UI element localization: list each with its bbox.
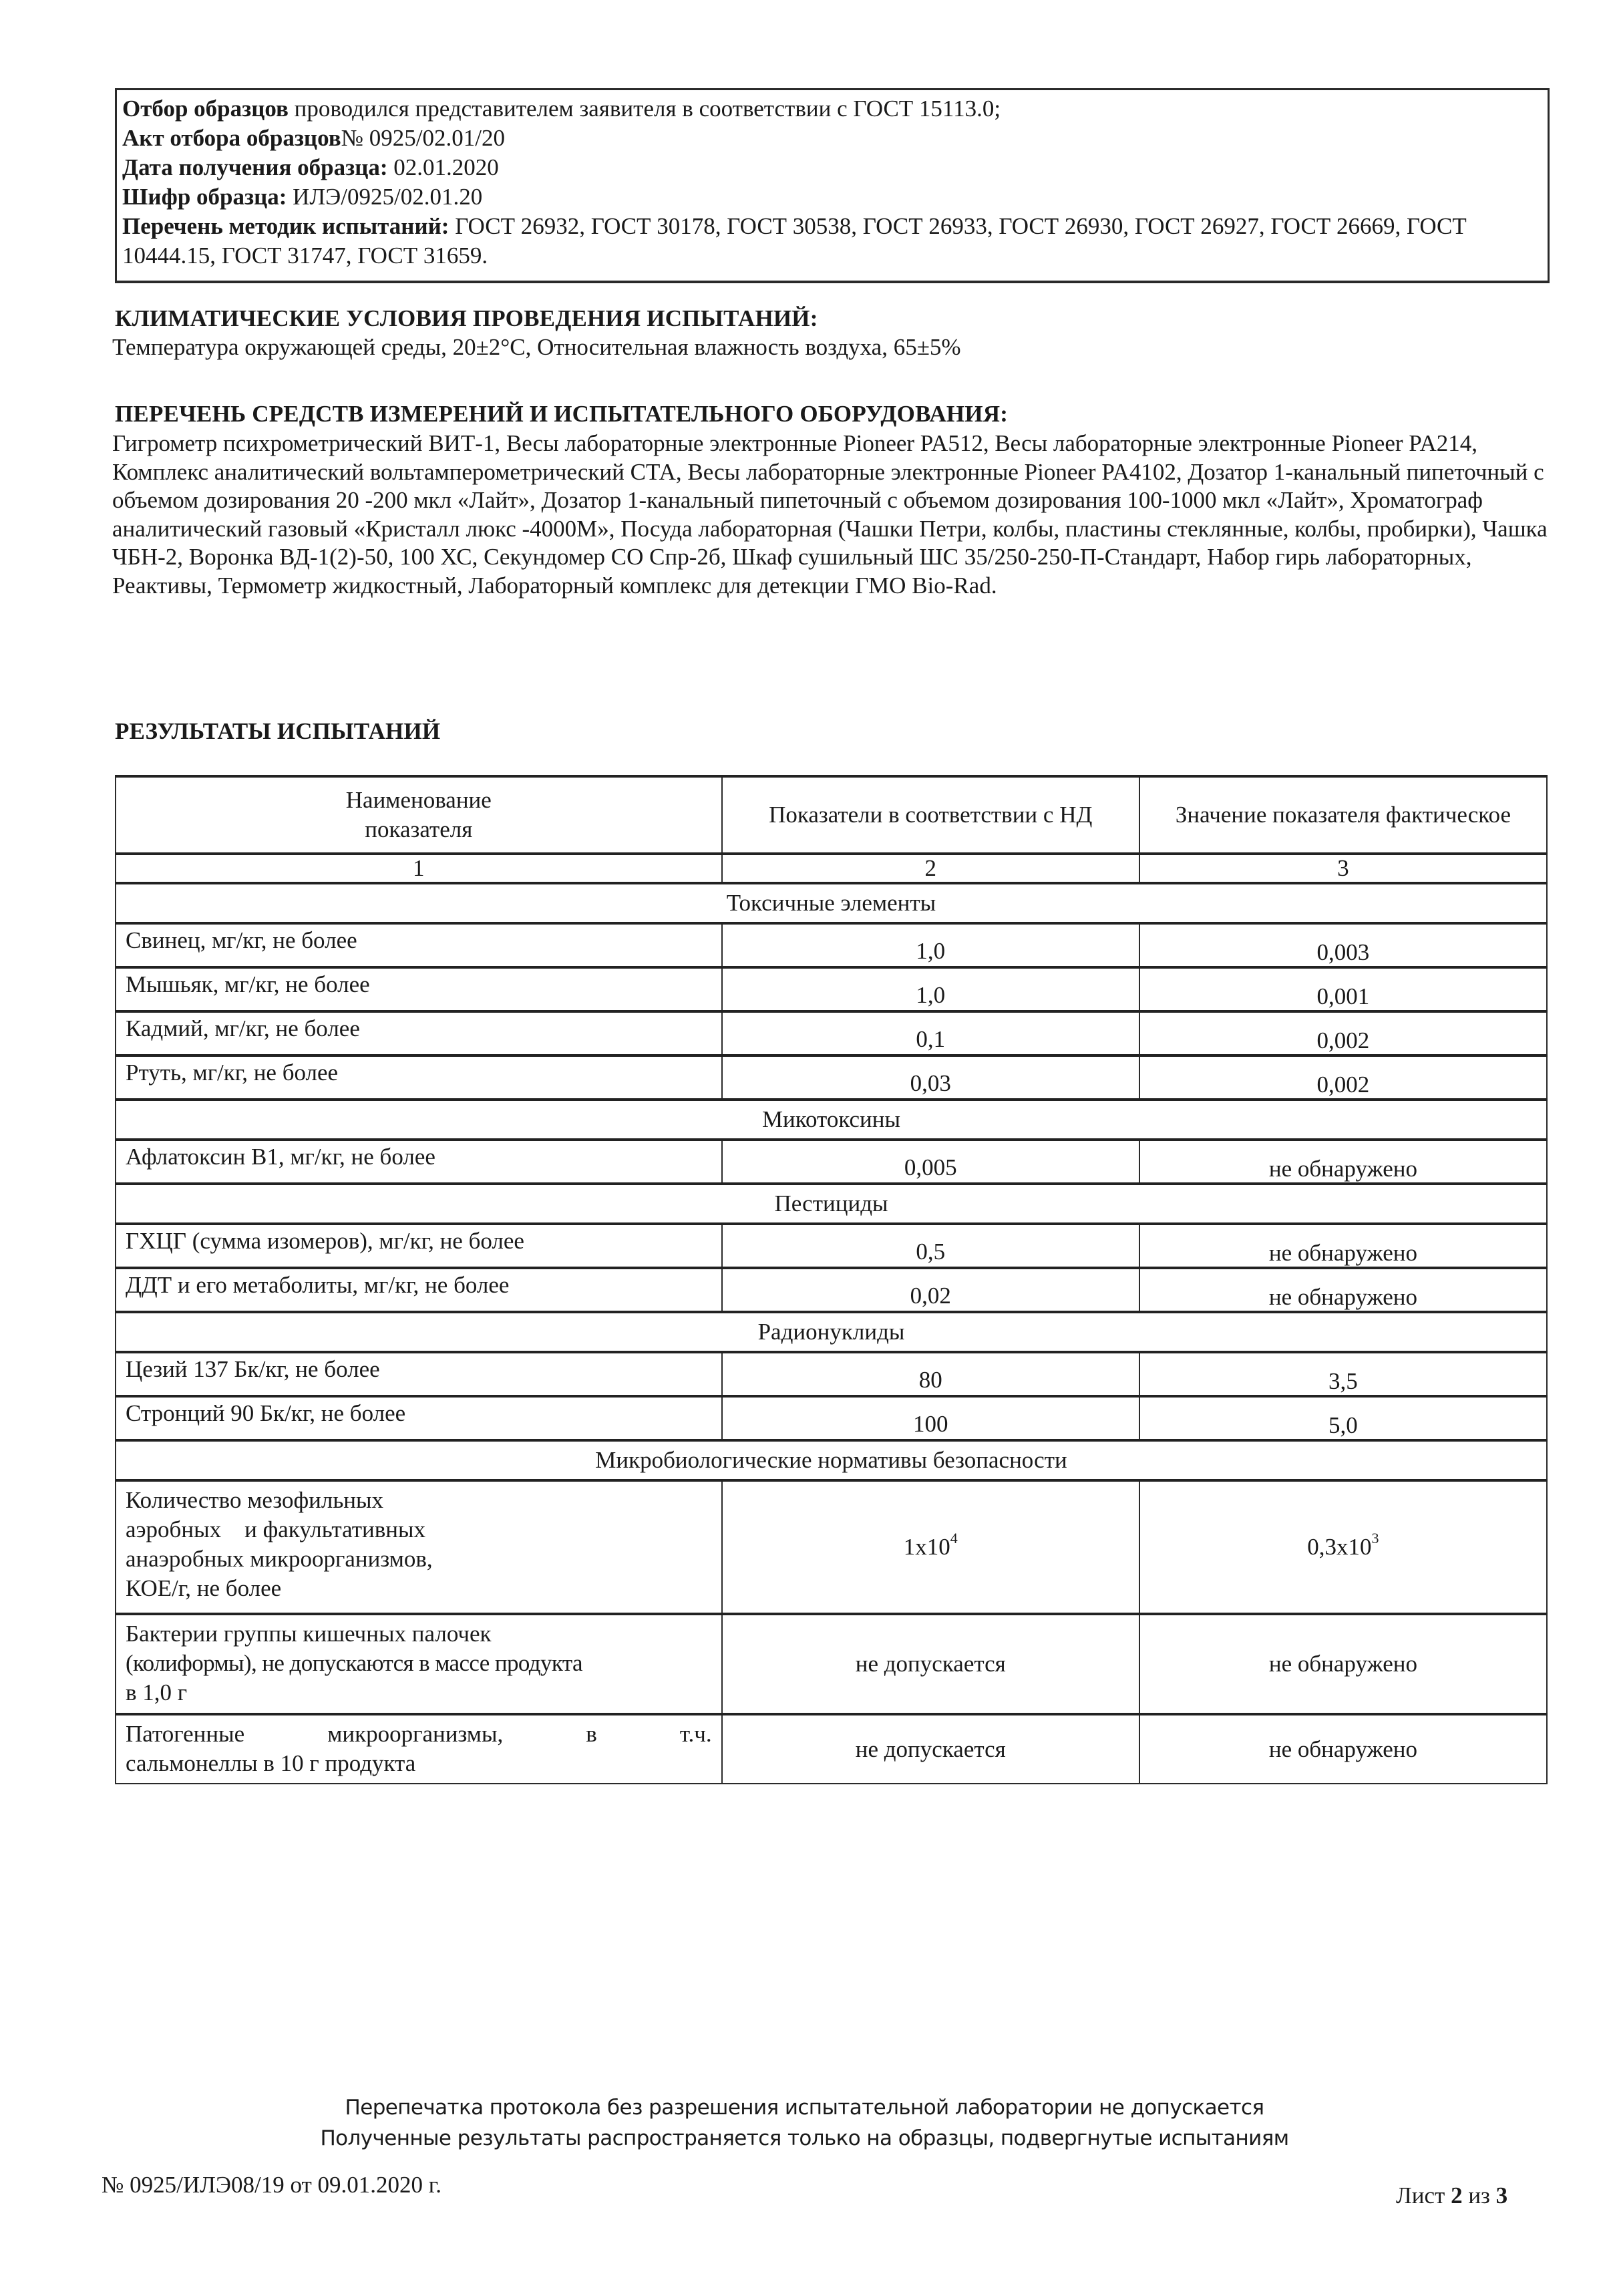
sheet-label: Лист xyxy=(1396,2182,1445,2208)
row-name: Мышьяк, мг/кг, не более xyxy=(116,967,722,1011)
table-row xyxy=(116,1224,1547,1268)
actual-base: 0,3х10 xyxy=(1307,1534,1372,1560)
table-row xyxy=(116,1011,1547,1055)
equipment-title: ПЕРЕЧЕНЬ СРЕДСТВ ИЗМЕРЕНИЙ И ИСПЫТАТЕЛЬНОГО ОБОРУДОВАНИЯ: xyxy=(115,401,1009,427)
table-row xyxy=(116,1614,1547,1714)
row-norm: не допускается xyxy=(722,1714,1139,1784)
footer-results-note: Полученные результаты распространяется только на образцы, подвергнутые испытаниям xyxy=(320,2126,1289,2150)
table-row xyxy=(116,1714,1547,1784)
table-row xyxy=(116,967,1547,1011)
row-name: ДДТ и его метаболиты, мг/кг, не более xyxy=(116,1268,722,1312)
row-name: Цезий 137 Бк/кг, не более xyxy=(116,1352,722,1396)
header-norm: Показатели в соответствии с НД xyxy=(722,776,1139,854)
row-norm: 1,0 xyxy=(722,967,1139,1011)
row-name xyxy=(116,1614,722,1714)
row-name xyxy=(116,1480,722,1614)
table-row xyxy=(116,1268,1547,1312)
row-name: Кадмий, мг/кг, не более xyxy=(116,1011,722,1055)
climate-title: КЛИМАТИЧЕСКИЕ УСЛОВИЯ ПРОВЕДЕНИЯ ИСПЫТАНИЙ: xyxy=(115,305,818,331)
row-norm: 0,5 xyxy=(722,1224,1139,1268)
row-name-line: Бактерии группы кишечных палочек xyxy=(126,1621,492,1647)
sampling-text: проводился представителем заявителя в соответствии с ГОСТ 15113.0; xyxy=(288,96,1001,122)
table-row xyxy=(116,1480,1547,1614)
group-microbiological: Микробиологические нормативы безопасности xyxy=(116,1440,1547,1480)
row-name: ГХЦГ (сумма изомеров), мг/кг, не более xyxy=(116,1224,722,1268)
row-actual: 5,0 xyxy=(1139,1396,1547,1440)
sampling-line xyxy=(122,94,1545,124)
row-name-line: Патогенные микроорганизмы, в т.ч. xyxy=(126,1721,712,1747)
group-row xyxy=(116,1440,1547,1480)
row-norm: 100 xyxy=(722,1396,1139,1440)
act-line xyxy=(122,124,1545,153)
row-name-line: аэробных и факультативных xyxy=(126,1516,426,1542)
row-norm xyxy=(722,1480,1139,1614)
header-actual: Значение показателя фактическое xyxy=(1139,776,1547,854)
row-name-line: в 1,0 г xyxy=(126,1679,188,1705)
row-name xyxy=(116,1714,722,1784)
results-table xyxy=(115,775,1548,1784)
sheet-of: из xyxy=(1468,2182,1490,2208)
code-value: ИЛЭ/0925/02.01.20 xyxy=(287,184,483,210)
date-line xyxy=(122,153,1545,182)
code-line xyxy=(122,182,1545,212)
actual-exponent: 3 xyxy=(1371,1530,1379,1546)
methods-label: Перечень методик испытаний: xyxy=(122,213,450,239)
row-actual: 3,5 xyxy=(1139,1352,1547,1396)
row-name: Свинец, мг/кг, не более xyxy=(116,923,722,967)
row-norm: 80 xyxy=(722,1352,1139,1396)
group-row xyxy=(116,1100,1547,1140)
row-actual xyxy=(1139,1480,1547,1614)
row-name: Афлатоксин В1, мг/кг, не более xyxy=(116,1140,722,1184)
group-row xyxy=(116,1312,1547,1352)
norm-exponent: 4 xyxy=(950,1530,958,1546)
table-header-row xyxy=(116,776,1547,854)
methods-line xyxy=(122,212,1545,271)
results-title: РЕЗУЛЬТАТЫ ИСПЫТАНИЙ xyxy=(115,718,441,744)
act-label: Акт отбора образцов xyxy=(122,125,341,151)
row-norm: 0,1 xyxy=(722,1011,1139,1055)
row-norm: 0,02 xyxy=(722,1268,1139,1312)
table-row xyxy=(116,1352,1547,1396)
row-actual: 0,002 xyxy=(1139,1011,1547,1055)
group-mycotoxins: Микотоксины xyxy=(116,1100,1547,1140)
sampling-label: Отбор образцов xyxy=(122,96,289,122)
group-row xyxy=(116,1184,1547,1224)
row-name-line: анаэробных микроорганизмов, xyxy=(126,1546,433,1572)
row-norm: 0,005 xyxy=(722,1140,1139,1184)
row-actual: не обнаружено xyxy=(1139,1714,1547,1784)
column-number-1: 1 xyxy=(116,854,722,883)
table-row xyxy=(116,1055,1547,1100)
act-value: № 0925/02.01/20 xyxy=(341,125,505,151)
column-number-3: 3 xyxy=(1139,854,1547,883)
row-actual: не обнаружено xyxy=(1139,1268,1547,1312)
table-row xyxy=(116,1140,1547,1184)
sheet-counter xyxy=(1396,2182,1507,2209)
table-row xyxy=(116,923,1547,967)
row-actual: не обнаружено xyxy=(1139,1614,1547,1714)
row-actual: 0,003 xyxy=(1139,923,1547,967)
group-toxic-elements: Токсичные элементы xyxy=(116,883,1547,923)
table-row xyxy=(116,1396,1547,1440)
sample-info-box xyxy=(115,88,1550,283)
row-name-line: КОЕ/г, не более xyxy=(126,1575,282,1601)
row-name-line: сальмонеллы в 10 г продукта xyxy=(126,1750,416,1776)
row-norm: 1,0 xyxy=(722,923,1139,967)
row-actual: 0,001 xyxy=(1139,967,1547,1011)
date-value: 02.01.2020 xyxy=(387,154,499,180)
sheet-total: 3 xyxy=(1495,2182,1508,2208)
row-name: Ртуть, мг/кг, не более xyxy=(116,1055,722,1100)
code-label: Шифр образца: xyxy=(122,184,287,210)
protocol-number: № 0925/ИЛЭ08/19 от 09.01.2020 г. xyxy=(102,2172,441,2198)
footer-reprint-note: Перепечатка протокола без разрешения испытательной лаборатории не допускается xyxy=(345,2096,1264,2120)
row-norm: не допускается xyxy=(722,1614,1139,1714)
methods-value: ГОСТ 26932, ГОСТ 30178, ГОСТ 30538, ГОСТ 26933, ГОСТ 26930, ГОСТ 26927, ГОСТ 26669, ГОСТ 10444.15, ГОСТ 31747, ГОСТ 31659. xyxy=(122,213,1467,269)
column-number-2: 2 xyxy=(722,854,1139,883)
sheet-current: 2 xyxy=(1451,2182,1463,2208)
group-pesticides: Пестициды xyxy=(116,1184,1547,1224)
date-label: Дата получения образца: xyxy=(122,154,388,180)
row-name-line: (колиформы), не допускаются в массе продукта xyxy=(126,1650,582,1676)
row-actual: 0,002 xyxy=(1139,1055,1547,1100)
row-norm: 0,03 xyxy=(722,1055,1139,1100)
group-radionuclides: Радионуклиды xyxy=(116,1312,1547,1352)
group-row xyxy=(116,883,1547,923)
equipment-text: Гигрометр психрометрический ВИТ-1, Весы лабораторные электронные Pioneer PA512, Весы лабораторные электронные Pioneer PA214, Комплекс аналитический вольтамперометрический СТА, Весы лабораторные электронные Pioneer PA4102, Дозатор 1-канальный пипеточный с объемом дозирования 20 -200 мкл «Лайт», Дозатор 1-канальный пипеточный с объемом дозирования 100-1000 мкл «Лайт», Хроматограф аналитический газовый «Кристалл люкс -4000М», Посуда лабораторная (Чашки Петри, колбы, пластины стеклянные, колбы, пробирки), Чашка ЧБН-2, Воронка ВД-1(2)-50, 100 ХС, Секундомер СО Спр-2б, Шкаф сушильный ШС 35/250-250-П-Стандарт, Набор гирь лабораторных, Реактивы, Термометр жидкостный, Лабораторный комплекс для детекции ГМО Bio-Rad. xyxy=(112,430,1548,599)
climate-text: Температура окружающей среды, 20±2°С, Относительная влажность воздуха, 65±5% xyxy=(112,334,961,360)
norm-base: 1х10 xyxy=(903,1534,950,1560)
row-actual: не обнаружено xyxy=(1139,1140,1547,1184)
row-name-line: Количество мезофильных xyxy=(126,1487,384,1513)
row-name: Стронций 90 Бк/кг, не более xyxy=(116,1396,722,1440)
header-indicator-name: Наименование показателя xyxy=(116,776,722,854)
column-number-row xyxy=(116,854,1547,883)
row-actual: не обнаружено xyxy=(1139,1224,1547,1268)
